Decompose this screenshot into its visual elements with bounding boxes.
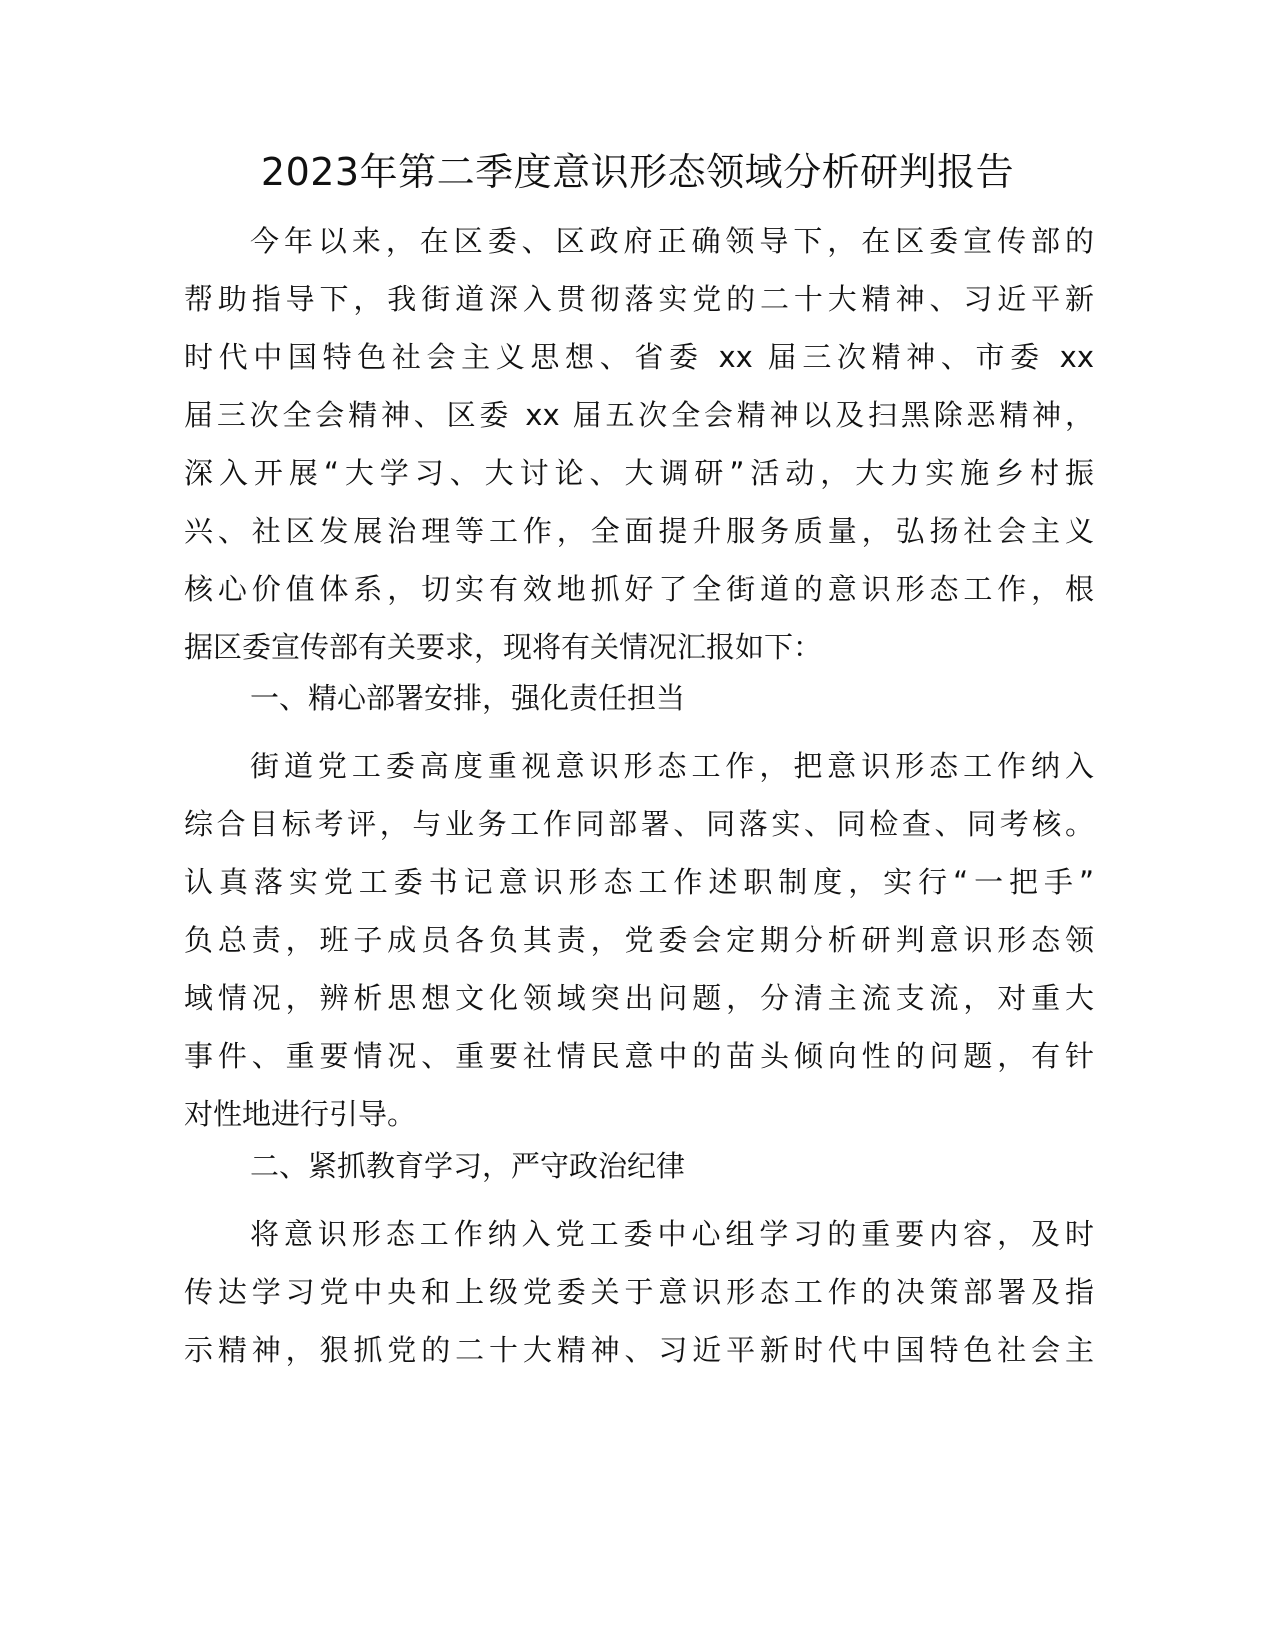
text-line: 兴、社区发展治理等工作，全面提升服务质量，弘扬社会主义 [184,514,1094,548]
text-line: 对性地进行引导。 [184,1097,417,1131]
text-line: 今年以来，在区委、区政府正确领导下，在区委宣传部的 [250,224,1094,258]
text-line: 示精神，狠抓党的二十大精神、习近平新时代中国特色社会主 [184,1333,1094,1367]
section-heading-2 [184,1137,1094,1195]
text-line: 认真落实党工委书记意识形态工作述职制度，实行“一把手” [184,865,1094,899]
document-title: 2023年第二季度意识形态领域分析研判报告 [260,150,1015,194]
text-line: 街道党工委高度重视意识形态工作，把意识形态工作纳入 [250,749,1094,783]
text-line: 负总责，班子成员各负其责，党委会定期分析研判意识形态领 [184,923,1094,957]
text-line: 将意识形态工作纳入党工委中心组学习的重要内容，及时 [250,1217,1094,1251]
text-line: 时代中国特色社会主义思想、省委 xx 届三次精神、市委 xx [184,340,1094,374]
heading-line: 二、紧抓教育学习，严守政治纪律 [250,1149,686,1183]
text-line: 核心价值体系，切实有效地抓好了全街道的意识形态工作，根 [184,572,1094,606]
heading-line: 一、精心部署安排，强化责任担当 [250,681,686,715]
text-line: 域情况，辨析思想文化领域突出问题，分清主流支流，对重大 [184,981,1094,1015]
text-line: 深入开展“大学习、大讨论、大调研”活动，大力实施乡村振 [184,456,1094,490]
text-line: 传达学习党中央和上级党委关于意识形态工作的决策部署及指 [184,1275,1094,1309]
text-line: 届三次全会精神、区委 xx 届五次全会精神以及扫黑除恶精神， [184,398,1094,432]
text-line: 帮助指导下，我街道深入贯彻落实党的二十大精神、习近平新 [184,282,1094,316]
section-1-paragraph [184,737,1094,1143]
section-heading-1 [184,669,1094,727]
intro-paragraph [184,212,1094,676]
text-line: 综合目标考评，与业务工作同部署、同落实、同检查、同考核。 [184,807,1094,841]
text-line: 事件、重要情况、重要社情民意中的苗头倾向性的问题，有针 [184,1039,1094,1073]
text-line: 据区委宣传部有关要求，现将有关情况汇报如下： [184,630,823,664]
section-2-paragraph [184,1205,1094,1379]
